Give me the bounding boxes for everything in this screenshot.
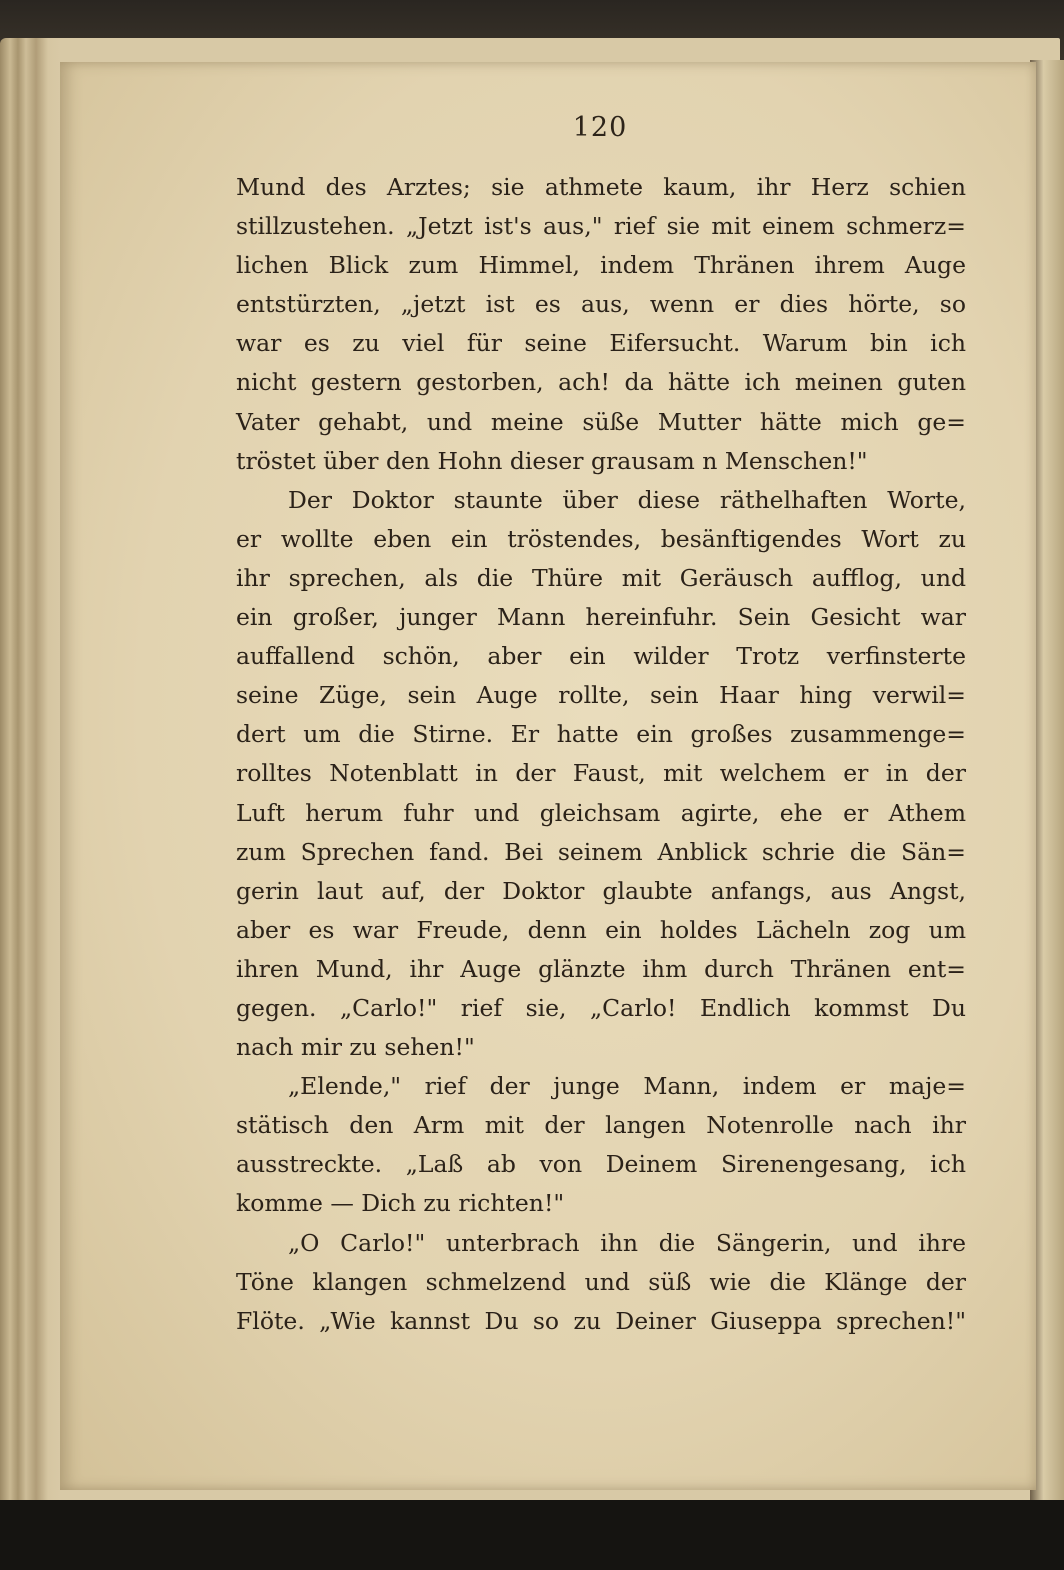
text-line: Luft herum fuhr und gleichsam agirte, ehe er Athem [236, 798, 966, 827]
text-line: rolltes Notenblatt in der Faust, mit welchem er in der [236, 759, 966, 788]
text-line: nicht gestern gestorben, ach! da hätte ich meinen guten [236, 368, 966, 397]
text-line: gegen. „Carlo!" rief sie, „Carlo! Endlich kommst Du [236, 993, 966, 1022]
text-line: Der Doktor staunte über diese räthelhaften Worte, [288, 485, 966, 514]
text-line: entstürzten, „jetzt ist es aus, wenn er dies hörte, so [236, 290, 966, 319]
text-line: ihren Mund, ihr Auge glänzte ihm durch Thränen ent= [236, 954, 966, 983]
text-line: stillzustehen. „Jetzt ist's aus," rief sie mit einem schmerz= [236, 212, 966, 241]
text-line: nach mir zu sehen!" [236, 1033, 475, 1062]
text-line: Töne klangen schmelzend und süß wie die Klänge der [236, 1267, 966, 1296]
text-line: Vater gehabt, und meine süße Mutter hätte mich ge= [236, 407, 966, 436]
text-line: „O Carlo!" unterbrach ihn die Sängerin, und ihre [288, 1228, 966, 1257]
text-line: lichen Blick zum Himmel, indem Thränen ihrem Auge [236, 251, 966, 280]
body-text [236, 168, 966, 1341]
text-line: ein großer, junger Mann hereinfuhr. Sein Gesicht war [236, 603, 966, 632]
text-line: stätisch den Arm mit der langen Notenrolle nach ihr [236, 1111, 966, 1140]
text-line: dert um die Stirne. Er hatte ein großes zusammenge= [236, 720, 966, 749]
text-line: komme — Dich zu richten!" [236, 1189, 565, 1218]
text-line: aber es war Freude, denn ein holdes Lächeln zog um [236, 915, 966, 944]
text-line: ihr sprechen, als die Thüre mit Geräusch aufflog, und [236, 563, 966, 592]
text-line: war es zu viel für seine Eifersucht. Warum bin ich [236, 329, 966, 358]
text-line: zum Sprechen fand. Bei seinem Anblick schrie die Sän= [236, 837, 966, 866]
text-line: ausstreckte. „Laß ab von Deinem Sirenengesang, ich [236, 1150, 966, 1179]
text-line: Mund des Arztes; sie athmete kaum, ihr Herz schien [236, 173, 966, 201]
text-line: „Elende," rief der junge Mann, indem er maje= [288, 1072, 966, 1101]
text-line: auffallend schön, aber ein wilder Trotz verfinsterte [236, 642, 966, 671]
text-line: gerin laut auf, der Doktor glaubte anfangs, aus Angst, [236, 876, 966, 905]
text-line: er wollte eben ein tröstendes, besänftigendes Wort zu [236, 524, 966, 553]
backdrop-bottom [0, 1500, 1064, 1570]
text-line: tröstet über den Hohn dieser grausam n Menschen!" [236, 446, 868, 475]
page-number: 120 [572, 112, 628, 143]
text-line: seine Züge, sein Auge rollte, sein Haar hing verwil= [236, 681, 966, 710]
text-line: Flöte. „Wie kannst Du so zu Deiner Giuseppa sprechen!" [236, 1306, 966, 1335]
